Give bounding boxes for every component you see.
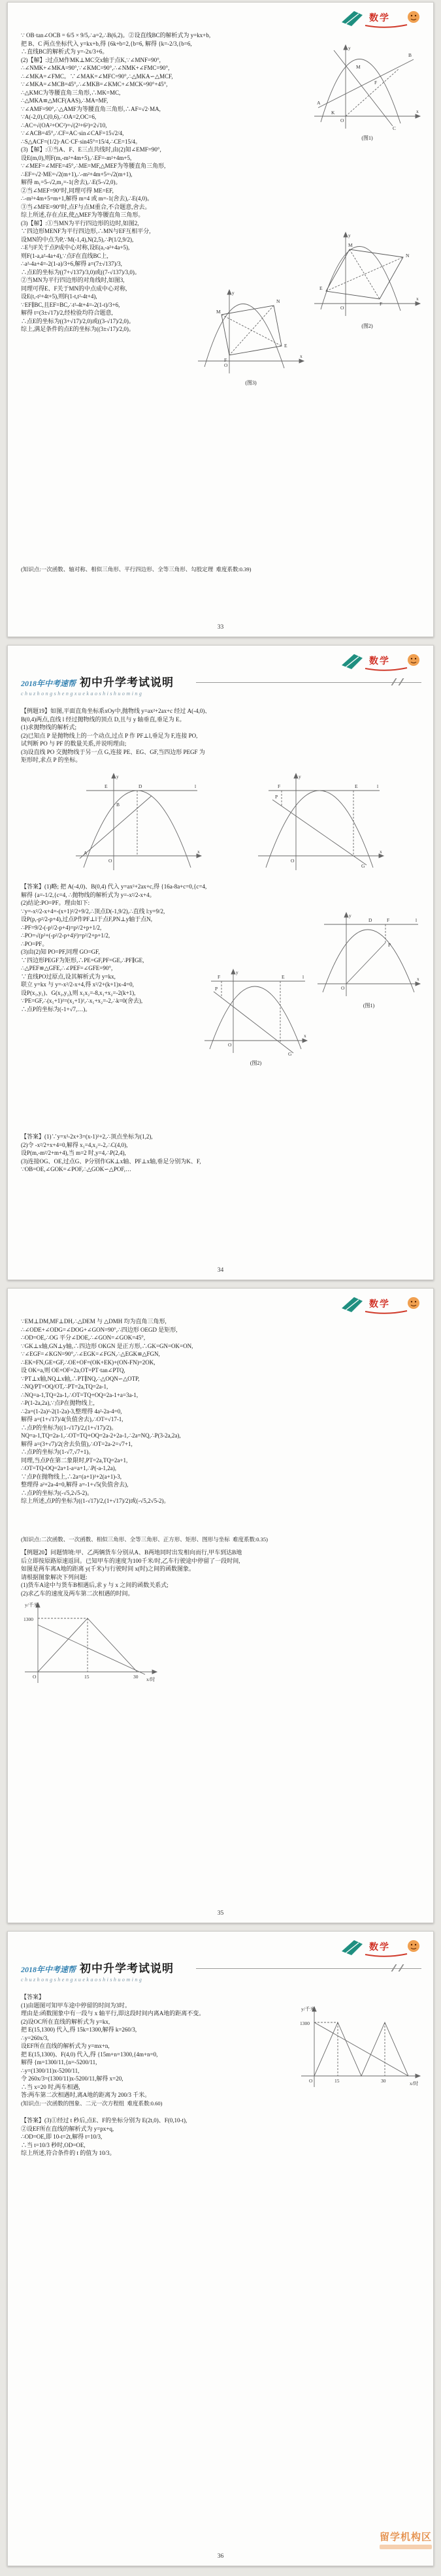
page-36 — [7, 1931, 434, 2566]
svg-text:B: B — [116, 801, 120, 808]
figure-caption: (图1) — [361, 135, 373, 141]
svg-text:O: O — [341, 984, 345, 991]
figure — [312, 228, 423, 330]
text-line: 解得 a=(3+√7)/2(舍去负值),∴OT=2a-2=√7+1, — [21, 1440, 133, 1447]
svg-text:C: C — [393, 125, 397, 131]
text-line: (1)由题图可知甲车途中停留的时间为3时。 — [21, 2002, 131, 2009]
text-line: 【答案】(3)①经过 t 秒后,点E、F的坐标分别为 E(2t,0)、F(0,10-t), — [21, 2117, 188, 2124]
text-line: (2)设OC所在直线的解析式为 y=kx, — [21, 2018, 110, 2025]
header-doc-title: 初中升学考试说明 — [80, 1962, 174, 1975]
svg-text:O: O — [108, 857, 112, 864]
svg-text:15: 15 — [335, 2077, 340, 2084]
text-line: ∴OT=TQ-OQ=2a+1-a=a+1,∴P(-a-1,2a), — [21, 1465, 117, 1471]
bp1-figure-drawing — [73, 770, 204, 877]
text-line: 综上,满足条件的点E的坐标为((3±√17)/2,0)。 — [21, 326, 135, 332]
text-line: (1)求抛物线的解析式; — [21, 724, 76, 730]
header-rule — [196, 1968, 421, 1969]
text-line: 解得 {a=-1/2,{c=4, ∴抛物线的解析式为 y=-x²/2-x+4。 — [21, 891, 155, 898]
text-line: ∵∠MKA=∠MCB=45°,∴∠MKB=∠KMC+∠MCK=90°+45°, — [21, 81, 168, 87]
svg-text:B: B — [408, 52, 412, 58]
figure — [195, 286, 306, 388]
text-line: 设E(t,-t²+4t+5),则F(1-t,t²-4t+4), — [21, 293, 97, 300]
svg-text:F: F — [278, 783, 281, 789]
svg-text:O: O — [340, 117, 344, 123]
text-line: ∴当 x=20 时,两车相遇, — [21, 2083, 80, 2090]
text-line: 【答案】 — [21, 1994, 45, 2000]
svg-text:15: 15 — [84, 1674, 90, 1680]
text-line: ∴a²-4a+4=-2(1-a)/3+6,解得 a=(7±√137)/3, — [21, 260, 122, 267]
text-line: ∴EK=FN,GE=GF,∴OE+OF=(OK+EK)+(ON-FN)=2OK, — [21, 1359, 155, 1366]
svg-text:x: x — [416, 108, 419, 114]
bp2-figure-drawing — [255, 770, 386, 877]
svg-text:N: N — [276, 298, 280, 304]
text-line: 【例题19】如图,平面直角坐标系xOy中,抛物线 y=ax²+2ax+c 经过 A(-4,0)、 — [21, 708, 211, 714]
text-line: ∴y=260x/3, — [21, 2034, 49, 2041]
page-number: 33 — [217, 624, 224, 631]
text-line: ∴S△ACF=(1/2)·AC·CF·sin45°=15/4,∴CE=15/4。 — [21, 138, 141, 145]
text-line: ∴点E的坐标为((7+√137)/3,0)或((7-√137)/3,0)。 — [21, 268, 140, 275]
svg-text:y: y — [232, 289, 235, 296]
svg-text:F: F — [380, 301, 383, 307]
text-line: ∵直线PO过原点,设其解析式为 y=kx, — [21, 973, 116, 980]
text-line: 【例题20】问题情境:甲、乙两辆货车分别从A、B两地同时出发相向而行,甲车到达B地 — [21, 1549, 242, 1556]
svg-text:M: M — [348, 242, 353, 248]
text-line: (1)货车A途中与货车B相遇后,求 y 与 x 之间的函数关系式; — [21, 1582, 169, 1588]
text-line: 【答案】(1)略; 把 A(-4,0)、B(0,4) 代入 y=ax²+2ax+c,得 {16a-8a+c=0,{c=4, — [21, 883, 207, 890]
text-line: ∵OB=OE,∠GOK=∠POF,∴△GOK∽△POF,… — [21, 1166, 131, 1172]
page-body — [8, 706, 433, 1174]
text-line: ∵y=-x²/2-x+4=-(x+1)²/2+9/2,∴顶点D(-1,9/2),∴直线 l:y=9/2, — [21, 907, 165, 915]
watermark-subline — [380, 2545, 432, 2549]
g3-figure-drawing — [195, 286, 306, 380]
text-line: ∴EF=√2·ME=√2(m+1),∴-m²+4m+5=√2(m+1), — [21, 170, 133, 178]
text-line: ∵∠MEF=∠MFE=45°,∴ME=MF,△MEF为等腰直角三角形, — [21, 163, 166, 169]
text-line: (3)由(2)知 PO=PF,同理 GO=GF, — [21, 949, 100, 955]
gr35-figure-drawing — [22, 1599, 159, 1689]
subject-logo — [339, 650, 425, 674]
svg-text:F: F — [387, 917, 390, 923]
text-line: ②当MN为平行四边形的对角线时,如图3, — [21, 277, 125, 283]
spacer — [21, 1070, 423, 1133]
figure-caption: (图1) — [363, 1003, 375, 1009]
text-line: (3)【解】:①当A、F、E三点共线时,由(2)知∠EMF=90°, — [21, 146, 161, 153]
figure — [299, 2003, 423, 2094]
text-line: ∴△MKA≌△MCF(AAS),∴MA=MF, — [21, 97, 108, 104]
text-line: ∴AC=√(OA²+OC²)=√(2²+6²)=2√10, — [21, 121, 107, 129]
g2-figure-drawing — [312, 228, 423, 322]
text-line: ∵∠ACB=45°,∴CF=AC·sin∠CAF=15√2/4, — [21, 130, 124, 136]
text-line: ∵A(-2,0),C(0,6),∴OA=2,OC=6, — [21, 114, 97, 120]
text-line: ∴PF=9/2-(-p²/2-p+4)=p²/2+p+1/2, — [21, 924, 102, 931]
svg-text:A: A — [83, 849, 88, 856]
svg-text:1300: 1300 — [24, 1616, 33, 1622]
page-number: 34 — [217, 1267, 224, 1274]
svg-text:K: K — [331, 109, 335, 116]
svg-text:O: O — [340, 305, 344, 311]
figure-row — [21, 767, 423, 879]
svg-text:30: 30 — [133, 1674, 139, 1680]
svg-text:A: A — [317, 99, 321, 106]
svg-text:P: P — [215, 986, 218, 992]
figure — [315, 909, 423, 1011]
text-line: ∴点P的坐标为((1-√17)/2,(1+√17)/2)。 — [21, 1424, 118, 1431]
text-line: 设E(m,0),则F(m,-m²+4m+5),∴EF=-m²+4m+5, — [21, 154, 132, 161]
text-line: ∵EM⊥DM,MF⊥DH,∴△DEM 与 △DMH 均为直角三角形, — [21, 1318, 167, 1325]
text-line: ∵GK⊥x轴,GN⊥y轴,∴四边形 OKGN 是正方形,∴GK=GN=OK=ON, — [21, 1342, 193, 1349]
page-body — [8, 1992, 433, 2158]
text-line: 解得 t=(3±√17)/2,经检验均符合题意, — [21, 309, 113, 316]
svg-text:O: O — [228, 1042, 232, 1048]
text-line: B(0,4)两点,直线 l 经过抛物线的顶点 D,且与 y 轴垂直,垂足为 E。 — [21, 715, 186, 723]
text-line: ③当∠MFE=90°时,点F与点M重合,不合题意,舍去。 — [21, 203, 151, 210]
sp1-figure-drawing — [315, 909, 423, 1003]
text-line: ∴△PEF≌△GFE,∴∠PEF=∠GFE=90°, — [21, 965, 113, 971]
text-line: 则F(1-a,a²-4a+4),∵点F在直线BC上, — [21, 252, 108, 259]
watermark-text: 留学机构区 — [379, 2532, 432, 2543]
svg-text:x: x — [197, 848, 200, 855]
svg-text:x/时: x/时 — [146, 1676, 155, 1682]
figure — [202, 966, 310, 1067]
text-line: 如图是两车离A地的距离 y(千米)与行驶时间 x(时)之间的函数图象。 — [21, 1565, 195, 1572]
text-line: 解得 m₁=5-√2,m₂=-1(舍去),∴E(5-√2,0)。 — [21, 179, 122, 185]
subject-label: 数学 — [369, 1943, 390, 1953]
text-line: (2)求乙车的速度及两车第二次相遇的时间。 — [21, 1590, 134, 1597]
svg-text:y: y — [116, 773, 119, 779]
text-line: 综上所述,存在点E,使△MEF为等腰直角三角形。 — [21, 212, 144, 218]
text-line: 设P(m,-m²/2+m+4),当 m=2 时,y=4,∴P(2,4), — [21, 1150, 126, 1156]
text-line: (2)已知点 P 是抛物线上的一个动点,过点 P 作 PF⊥l,垂足为 F,连接 PO, — [21, 732, 198, 739]
svg-text:x: x — [417, 975, 419, 982]
knowledge-point-note: (知识点:一次函数、轴对称、相似三角形、平行四边形、全等三角形、勾股定理 难度系数:0.39) — [21, 565, 252, 573]
text-line: (2)【解】:过点M作MK⊥MC交x轴于点K,∵∠MNF=90°, — [21, 56, 161, 63]
text-line: ∴当 t=10/3 秒时,OD=OE, — [21, 2141, 86, 2148]
text-line: ∵∠AMF=90°,∴△AMF为等腰直角三角形,∴AF=√2·MA, — [21, 105, 161, 112]
svg-text:F: F — [224, 356, 227, 363]
text-line: 后立即按原路原速返回。已知甲车的速度为100千米/时,乙车行驶途中停留了一段时间, — [21, 1557, 240, 1564]
figure-caption: (图3) — [245, 380, 257, 386]
page-header — [21, 1959, 424, 1988]
svg-text:N: N — [406, 253, 410, 259]
svg-text:x: x — [304, 1033, 306, 1039]
svg-text:E: E — [284, 342, 287, 349]
svg-text:O: O — [291, 857, 295, 864]
text-line: ∴NQ=a-1,TQ=2a-1,∴OT=TQ+OQ=2a-1+a=3a-1, — [21, 1391, 139, 1398]
page-33 — [7, 2, 434, 637]
text-line: 设 OK=a,则 OE+OF=2a,OT=PT·tan∠PTQ, — [21, 1367, 125, 1374]
text-line: 设P(x₁,y₁)、G(x₂,y₂),则 x₁x₂=-8,x₁+x₂=-2(k+1), — [21, 989, 136, 996]
svg-text:F: F — [374, 79, 378, 86]
text-line: ∴直线BC的解析式为 y=-2x/3+6。 — [21, 48, 108, 55]
svg-text:y: y — [236, 969, 238, 975]
text-line: ②设EF所在直线的解析式为 y=px+q, — [21, 2125, 114, 2132]
svg-text:30: 30 — [381, 2077, 386, 2084]
text-line: 把 E(15,1300)、F(4,0) 代入,得 {15m+n=1300,{4m+n=0, — [21, 2050, 158, 2058]
svg-text:G: G — [288, 1051, 292, 1057]
page-35 — [7, 1288, 434, 1923]
text-line: ∵四边形MENF为平行四边形,∴MN与EF互相平分, — [21, 228, 151, 234]
sp2-figure-drawing — [202, 966, 310, 1060]
text-line: 综上所述,点P的坐标为((1-√17)/2,(1+√17)/2)或(-√5,2√5-2)。 — [21, 1498, 170, 1504]
watermark — [380, 2530, 432, 2549]
figure — [73, 770, 204, 877]
figure — [255, 770, 386, 877]
svg-text:P: P — [275, 793, 278, 800]
svg-text:O: O — [33, 1674, 37, 1680]
svg-text:M: M — [356, 63, 361, 70]
text-line: 联立 y=kx 与 y=-x²/2-x+4,得 x²/2+(k+1)x-4=0, — [21, 981, 134, 988]
header-rule — [196, 682, 421, 683]
svg-text:O: O — [224, 362, 228, 368]
text-line: 【答案】(1)∵y=x²-2x+3=(x-1)²+2,∴顶点坐标为(1,2), — [21, 1133, 153, 1140]
text-line: ∴点P的坐标为(1-√7,√7+1)。 — [21, 1449, 95, 1455]
text-line: ∴PO=√(p²+(-p²/2-p+4)²)=p²/2+p+1/2, — [21, 932, 110, 939]
text-line: ∵∠EGF=∠KGN=90°,∴∠EGK=∠FGN,∴△EGK≌△FGN, — [21, 1351, 160, 1357]
text-line: 矩形时,求点 P 的坐标。 — [21, 757, 82, 763]
subject-label: 数学 — [369, 657, 390, 667]
svg-text:y: y — [348, 232, 351, 238]
text-line: ②当∠MEF=90°时,同理可得 ME=EF, — [21, 187, 114, 194]
text-line: ∴NQ/PT=OQ/OT,∴PT=2a,TQ=2a-1, — [21, 1383, 108, 1390]
svg-text:x: x — [380, 848, 383, 855]
text-line: 把 B、C 两点坐标代入 y=kx+b,得 {6k+b=2,{b=6, 解得 {k=-2/3,{b=6, — [21, 40, 192, 47]
svg-text:F: F — [218, 974, 221, 980]
text-line: 同理,当点P在第二象限时,PT=2a,TQ=2a+1, — [21, 1456, 128, 1464]
text-line: 解得 {m=1300/11,{n=-5200/11, — [21, 2059, 97, 2066]
text-line: 解得 a=(1+√17)/4(负值舍去),∴OT=√17-1, — [21, 1416, 123, 1422]
text-line: ∴P(1-2a,2a),∵点P在抛物线上, — [21, 1400, 95, 1406]
svg-text:y/千米: y/千米 — [301, 2005, 315, 2012]
gr36-figure-drawing — [299, 2003, 423, 2094]
text-line: ∴-m²+4m+5=m+1,解得 m=4 或 m=-1(舍去),∴E(4,0)。 — [21, 195, 154, 202]
figure-caption: (图2) — [250, 1060, 262, 1066]
text-line: ∵ OB·tan∠OCB = 6/5 × 9/5,∴a=2,∴B(6,2)。②设直线BC的解析式为 y=kx+b, — [21, 32, 211, 39]
svg-text:y: y — [299, 773, 302, 779]
text-line: 设P(p,-p²/2-p+4),过点P作PF⊥l于点F,PN⊥y轴于点N, — [21, 916, 153, 922]
text-line: ∴2a=(1-2a)²-2(1-2a)-3,整理得 4a²-2a-4=0, — [21, 1407, 122, 1415]
text-line: ∵PE=GF,∴(x₁+1)²=(x₂+1)²,∴x₁+x₂=-2,∴k=0(舍去), — [21, 997, 143, 1004]
g1-figure-drawing — [312, 41, 423, 135]
text-line: ∴PO=PF。 — [21, 940, 48, 947]
text-line: 令 260x/3=(1300/11)x-5200/11,解得 x=20, — [21, 2075, 123, 2082]
text-line: 同理可得E、F关于MN的中点成中心对称, — [21, 285, 127, 292]
text-line: 设MN的中点为P,∵M(-1,4),N(2,5),∴P(1/2,9/2), — [21, 236, 134, 243]
text-line: 设EF所在直线的解析式为 y=mx+n, — [21, 2043, 110, 2049]
spacer — [21, 1543, 423, 1548]
text-line: (2)结论:PO=PF。理由如下: — [21, 900, 90, 906]
spacer — [21, 1505, 423, 1535]
text-line: (3)设直线 PO 交抛物线于另一点 G,连接 PE、EG、GF,当四边形 PEGF 为 — [21, 748, 205, 755]
svg-text:l: l — [377, 783, 379, 789]
page-34 — [7, 645, 434, 1280]
svg-text:D: D — [368, 917, 372, 923]
subject-logo — [339, 1936, 425, 1960]
svg-text:E: E — [104, 783, 108, 789]
figure — [22, 1599, 159, 1689]
text-line: ∴点P的坐标为(-√5,2√5-2)。 — [21, 1489, 93, 1496]
svg-text:P: P — [388, 941, 391, 948]
text-line: (3)【解】:①当MN为平行四边形的边时,如图2, — [21, 219, 139, 227]
page-number: 35 — [217, 1910, 224, 1917]
text-line: ∴OD=OE,∴OG 平分∠DOE,∴∠GON=∠GOK=45°, — [21, 1334, 146, 1341]
text-line: 综上所述,符合条件的 t 的值为 10/3。 — [21, 2150, 116, 2156]
svg-text:y/千米: y/千米 — [25, 1602, 39, 1608]
svg-text:1300: 1300 — [300, 2020, 310, 2026]
svg-text:x/时: x/时 — [410, 2080, 419, 2086]
text-line: 请根据图象解决下列问题: — [21, 1573, 88, 1580]
svg-text:D: D — [138, 783, 142, 789]
text-line: ∵EF∥BC,且EF=BC,∴t²-4t+4=-2(1-t)/3+6, — [21, 301, 120, 308]
text-line: 理由是:函数图象中有一段与 x 轴平行,即这段时间内离A地的距离不变。 — [21, 2010, 205, 2017]
figure-caption: (图2) — [361, 322, 373, 329]
header-series-title: 2018年中考速帮 — [21, 1965, 76, 1974]
svg-text:E: E — [355, 783, 358, 789]
text-line: ∴∠NMK+∠MKA=90°,∵∠KMC=90°,∴∠NMK+∠FMC=90°, — [21, 65, 170, 71]
text-line: 答:两车第二次相遇时,离A地的距离为 200/3 千米。 — [21, 2092, 151, 2098]
text-line: ∵四边形PEGF为矩形,∴PE=GF,PF=GE,∴PF∥GE, — [21, 956, 144, 964]
svg-text:G: G — [361, 862, 365, 869]
svg-text:x: x — [300, 353, 302, 359]
header-pinyin: chuzhongshengxuekaoshishuoming — [21, 1977, 144, 1983]
text-line: (3)连接OG、OE,过点G、P分别作GK⊥x轴、PF⊥x轴,垂足分别为K、F, — [21, 1157, 201, 1165]
svg-text:l: l — [302, 974, 304, 980]
spacer — [21, 390, 423, 565]
text-line: ∴∠MKA=∠FMC。∵∠MAK=∠MFC=90°,∴△MKA∽△MCF, — [21, 72, 173, 80]
text-line: ∴点E的坐标为((3+√17)/2,0)或((3-√17)/2,0)。 — [21, 317, 135, 324]
subject-label: 数学 — [369, 1300, 390, 1310]
svg-text:E: E — [319, 285, 323, 291]
text-line: 整理得 a²+2a-4=0,解得 a=-1+√5(负值舍去), — [21, 1481, 129, 1488]
text-line: NQ=a-1,TQ=2a-1,∴OT=TQ+OQ=2a-2+2a-1,∴2a=NQ,∴P(3-2a,2a), — [21, 1432, 181, 1439]
svg-text:M: M — [216, 308, 221, 315]
header-series-title: 2018年中考速帮 — [21, 679, 76, 688]
svg-text:l: l — [416, 917, 417, 923]
page-body — [8, 3, 433, 573]
text-line: ∴y=(1300/11)x-5200/11, — [21, 2067, 80, 2074]
text-line: ∴点P的坐标为(-1+√7,…)。 — [21, 1005, 91, 1013]
svg-text:l: l — [194, 783, 196, 789]
knowledge-point-note: (知识点:二次函数、一次函数、相似三角形、全等三角形、正方形、矩形、图形与坐标 难度系数:0.35) — [21, 1535, 269, 1543]
text-line: ∴E与F关于点P成中心对称,设E(a,-a²+4a+5), — [21, 244, 130, 251]
spacer — [21, 2107, 423, 2116]
header-doc-title: 初中升学考试说明 — [80, 676, 174, 689]
svg-text:x: x — [416, 296, 419, 302]
text-line: ∴△KMC为等腰直角三角形,∴MK=MC, — [21, 89, 121, 96]
subject-logo — [339, 7, 425, 31]
page-body — [8, 1289, 433, 1682]
text-line: ∵点P在抛物线上,∴2a=(a+1)²+2(a+1)-3, — [21, 1473, 122, 1480]
svg-text:y: y — [349, 912, 351, 919]
knowledge-point-note: (知识点:一次函数的图象、二元一次方程组 难度系数:0.60) — [21, 2099, 163, 2107]
header-pinyin: chuzhongshengxuekaoshishuoming — [21, 691, 144, 697]
page-number: 36 — [217, 2553, 224, 2560]
text-line: 把 E(15,1300) 代入,得 15k=1300,解得 k=260/3, — [21, 2026, 137, 2033]
page-header — [21, 673, 424, 702]
subject-logo — [339, 1293, 425, 1317]
svg-text:y: y — [348, 44, 351, 51]
text-line: ∴OD=OE,即 10-t=2t,解得 t=10/3, — [21, 2133, 103, 2140]
figure — [312, 41, 423, 143]
text-line: 试判断 PO 与 PF 的数量关系,并说明理由; — [21, 740, 127, 747]
text-line: (2)令 -x²/2+x+4=0,解得 x₁=4,x₂=-2,∴C(4,0), — [21, 1141, 128, 1148]
svg-text:O: O — [309, 2077, 313, 2084]
subject-label: 数学 — [369, 14, 390, 24]
text-line: ∵PT⊥x轴,NQ⊥x轴,∴PT∥NQ,∴△OQN∽△OTP, — [21, 1375, 140, 1382]
text-line: ∴∠ODE+∠ODG=∠DOG+∠GON=90°,∴四边形 OEGD 是矩形, — [21, 1326, 178, 1333]
svg-text:E: E — [282, 974, 285, 980]
